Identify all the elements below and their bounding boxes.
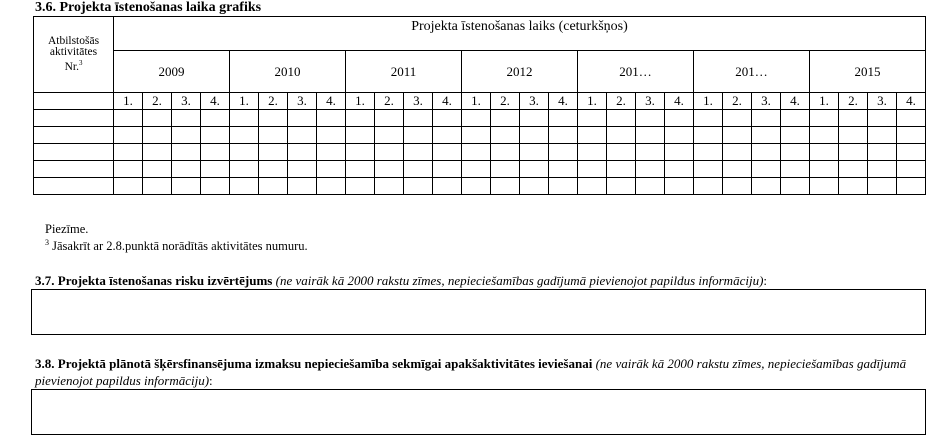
section-3-8-suffix: : xyxy=(209,373,213,388)
schedule-table xyxy=(33,16,926,195)
quarter-cell[interactable] xyxy=(694,161,723,178)
quarter-header: 1. xyxy=(114,93,143,110)
section-3-7-heading xyxy=(35,273,767,289)
quarter-cell[interactable] xyxy=(288,144,317,161)
quarter-cell[interactable] xyxy=(520,127,549,144)
quarter-header: 1. xyxy=(694,93,723,110)
quarter-cell[interactable] xyxy=(578,178,607,195)
quarter-cell[interactable] xyxy=(868,178,897,195)
quarter-cell[interactable] xyxy=(578,144,607,161)
quarter-cell[interactable] xyxy=(172,178,201,195)
schedule-row xyxy=(34,110,926,127)
quarter-cell[interactable] xyxy=(259,161,288,178)
quarter-cell[interactable] xyxy=(259,110,288,127)
footnote-text: Jāsakrīt ar 2.8.punktā norādītās aktivitātes numuru. xyxy=(49,239,308,254)
year-header: 2011 xyxy=(346,51,462,93)
quarter-cell[interactable] xyxy=(317,178,346,195)
year-header: 2015 xyxy=(810,51,926,93)
quarter-cell[interactable] xyxy=(839,161,868,178)
quarter-cell[interactable] xyxy=(462,161,491,178)
quarter-cell[interactable] xyxy=(201,110,230,127)
quarter-cell[interactable] xyxy=(317,110,346,127)
quarter-cell[interactable] xyxy=(259,144,288,161)
quarter-cell[interactable] xyxy=(491,144,520,161)
quarter-cell[interactable] xyxy=(230,178,259,195)
schedule-row xyxy=(34,127,926,144)
quarter-cell[interactable] xyxy=(491,110,520,127)
activity-header-line-1: Atbilstošās xyxy=(47,35,100,48)
quarter-cell[interactable] xyxy=(752,178,781,195)
quarter-cell[interactable] xyxy=(201,178,230,195)
note-label: Piezīme. xyxy=(45,222,89,236)
schedule-row xyxy=(34,144,926,161)
section-3-8-title: 3.8. Projektā plānotā šķērsfinansējuma izmaksu nepieciešamība sekmīgai apakšaktivitātes ieviešanai xyxy=(35,356,593,371)
year-header: 201… xyxy=(694,51,810,93)
quarter-row-label-cell xyxy=(34,93,114,110)
section-3-8-hint: (ne vairāk kā 2000 rakstu zīmes, nepieciešamības gadījumā pievienojot papildus informāciju) xyxy=(35,356,907,388)
quarter-header: 2. xyxy=(491,93,520,110)
quarter-cell[interactable] xyxy=(549,178,578,195)
quarter-cell[interactable] xyxy=(839,178,868,195)
quarter-cell[interactable] xyxy=(868,161,897,178)
quarter-cell[interactable] xyxy=(143,178,172,195)
quarter-cell[interactable] xyxy=(549,110,578,127)
quarter-cell[interactable] xyxy=(288,127,317,144)
quarter-cell[interactable] xyxy=(897,161,926,178)
quarter-cell[interactable] xyxy=(491,161,520,178)
schedule-table-body xyxy=(34,17,926,195)
activity-number-cell[interactable] xyxy=(34,178,114,195)
quarter-header: 3. xyxy=(868,93,897,110)
quarter-header: 1. xyxy=(462,93,491,110)
quarter-header: 4. xyxy=(317,93,346,110)
quarter-cell[interactable] xyxy=(781,110,810,127)
quarter-cell[interactable] xyxy=(433,110,462,127)
quarter-header: 4. xyxy=(201,93,230,110)
section-3-6-title: 3.6. Projekta īstenošanas laika grafiks xyxy=(35,0,262,15)
quarter-cell[interactable] xyxy=(636,161,665,178)
section-3-7-suffix: : xyxy=(763,273,768,288)
quarter-header: 2. xyxy=(259,93,288,110)
quarter-cell[interactable] xyxy=(607,127,636,144)
quarter-cell[interactable] xyxy=(346,161,375,178)
quarter-cell[interactable] xyxy=(172,127,201,144)
quarter-header: 2. xyxy=(723,93,752,110)
quarter-header: 3. xyxy=(752,93,781,110)
quarter-cell[interactable] xyxy=(810,127,839,144)
quarter-cell[interactable] xyxy=(317,127,346,144)
activity-number-cell[interactable] xyxy=(34,127,114,144)
quarter-cell[interactable] xyxy=(897,110,926,127)
quarter-cell[interactable] xyxy=(723,161,752,178)
activity-header-line-2: aktivitātes xyxy=(49,46,98,59)
section-3-7-title: 3.7. Projekta īstenošanas risku izvērtējums xyxy=(35,273,273,288)
quarter-header: 1. xyxy=(346,93,375,110)
quarter-cell[interactable] xyxy=(723,178,752,195)
quarter-cell[interactable] xyxy=(404,161,433,178)
quarter-cell[interactable] xyxy=(404,178,433,195)
quarter-cell[interactable] xyxy=(781,161,810,178)
quarter-cell[interactable] xyxy=(752,110,781,127)
quarter-cell[interactable] xyxy=(201,127,230,144)
quarter-cell[interactable] xyxy=(607,161,636,178)
quarter-cell[interactable] xyxy=(665,178,694,195)
cross-financing-field[interactable] xyxy=(31,389,926,435)
year-header: 2010 xyxy=(230,51,346,93)
quarter-header: 3. xyxy=(404,93,433,110)
activity-number-cell[interactable] xyxy=(34,144,114,161)
quarter-cell[interactable] xyxy=(839,144,868,161)
quarter-cell[interactable] xyxy=(346,127,375,144)
quarter-cell[interactable] xyxy=(578,161,607,178)
quarter-header: 4. xyxy=(897,93,926,110)
schedule-row xyxy=(34,161,926,178)
quarter-cell[interactable] xyxy=(317,144,346,161)
quarter-cell[interactable] xyxy=(433,144,462,161)
quarter-cell[interactable] xyxy=(868,144,897,161)
quarter-cell[interactable] xyxy=(636,178,665,195)
quarter-cell[interactable] xyxy=(143,127,172,144)
quarter-cell[interactable] xyxy=(230,110,259,127)
quarter-cell[interactable] xyxy=(375,144,404,161)
quarter-cell[interactable] xyxy=(549,144,578,161)
risk-assessment-field[interactable] xyxy=(31,289,926,335)
quarter-cell[interactable] xyxy=(259,178,288,195)
quarter-cell[interactable] xyxy=(839,110,868,127)
activity-header-line-3 xyxy=(34,58,113,73)
quarter-header: 2. xyxy=(375,93,404,110)
quarter-cell[interactable] xyxy=(839,127,868,144)
quarter-cell[interactable] xyxy=(491,127,520,144)
quarter-cell[interactable] xyxy=(230,161,259,178)
quarter-cell[interactable] xyxy=(897,144,926,161)
quarter-cell[interactable] xyxy=(375,127,404,144)
quarter-cell[interactable] xyxy=(114,127,143,144)
activity-number-cell[interactable] xyxy=(34,161,114,178)
quarter-cell[interactable] xyxy=(491,178,520,195)
activity-number-header xyxy=(34,17,114,93)
quarter-cell[interactable] xyxy=(781,144,810,161)
quarter-header: 3. xyxy=(288,93,317,110)
quarter-cell[interactable] xyxy=(694,110,723,127)
quarter-cell[interactable] xyxy=(462,178,491,195)
quarter-cell[interactable] xyxy=(636,127,665,144)
quarter-cell[interactable] xyxy=(143,144,172,161)
quarter-cell[interactable] xyxy=(375,110,404,127)
footnote-sup: 3 xyxy=(45,238,49,247)
quarter-cell[interactable] xyxy=(520,110,549,127)
quarter-cell[interactable] xyxy=(346,144,375,161)
quarter-cell[interactable] xyxy=(665,144,694,161)
quarter-cell[interactable] xyxy=(868,110,897,127)
quarter-cell[interactable] xyxy=(143,110,172,127)
quarter-cell[interactable] xyxy=(433,127,462,144)
quarter-cell[interactable] xyxy=(462,110,491,127)
quarter-cell[interactable] xyxy=(288,110,317,127)
quarter-cell[interactable] xyxy=(172,144,201,161)
quarter-cell[interactable] xyxy=(607,110,636,127)
quarter-cell[interactable] xyxy=(172,110,201,127)
quarter-header: 3. xyxy=(636,93,665,110)
quarter-header: 1. xyxy=(810,93,839,110)
quarter-header: 3. xyxy=(172,93,201,110)
quarter-cell[interactable] xyxy=(897,178,926,195)
quarter-header: 4. xyxy=(781,93,810,110)
section-3-8-heading xyxy=(35,355,915,389)
quarter-cell[interactable] xyxy=(462,144,491,161)
quarter-cell[interactable] xyxy=(810,178,839,195)
quarter-cell[interactable] xyxy=(752,144,781,161)
quarter-header: 2. xyxy=(839,93,868,110)
quarter-cell[interactable] xyxy=(346,110,375,127)
quarter-cell[interactable] xyxy=(781,178,810,195)
quarter-cell[interactable] xyxy=(114,144,143,161)
quarter-cell[interactable] xyxy=(114,178,143,195)
quarter-cell[interactable] xyxy=(578,110,607,127)
quarter-cell[interactable] xyxy=(143,161,172,178)
quarter-cell[interactable] xyxy=(462,127,491,144)
quarter-cell[interactable] xyxy=(636,144,665,161)
quarter-cell[interactable] xyxy=(259,127,288,144)
quarter-header: 4. xyxy=(549,93,578,110)
quarter-cell[interactable] xyxy=(520,161,549,178)
quarter-cell[interactable] xyxy=(810,110,839,127)
quarter-cell[interactable] xyxy=(665,127,694,144)
quarter-cell[interactable] xyxy=(781,127,810,144)
quarter-cell[interactable] xyxy=(433,161,462,178)
activity-number-cell[interactable] xyxy=(34,110,114,127)
quarter-cell[interactable] xyxy=(723,127,752,144)
quarter-cell[interactable] xyxy=(375,178,404,195)
years-row xyxy=(34,51,926,93)
quarter-cell[interactable] xyxy=(723,110,752,127)
quarter-cell[interactable] xyxy=(694,178,723,195)
quarter-cell[interactable] xyxy=(201,144,230,161)
activity-header-sup: 3 xyxy=(78,59,83,68)
quarter-cell[interactable] xyxy=(665,161,694,178)
quarter-cell[interactable] xyxy=(433,178,462,195)
quarter-cell[interactable] xyxy=(549,127,578,144)
quarter-header: 4. xyxy=(665,93,694,110)
quarter-cell[interactable] xyxy=(694,144,723,161)
year-header: 2012 xyxy=(462,51,578,93)
quarter-cell[interactable] xyxy=(752,161,781,178)
quarter-cell[interactable] xyxy=(810,144,839,161)
quarter-header: 2. xyxy=(143,93,172,110)
quarter-cell[interactable] xyxy=(288,178,317,195)
section-3-7-hint: (ne vairāk kā 2000 rakstu zīmes, nepieciešamības gadījumā pievienojot papildus informāciju) xyxy=(275,273,764,288)
quarter-cell[interactable] xyxy=(636,110,665,127)
quarters-row xyxy=(34,93,926,110)
quarter-header: 3. xyxy=(520,93,549,110)
quarter-cell[interactable] xyxy=(549,161,578,178)
quarter-cell[interactable] xyxy=(723,144,752,161)
quarters-period-header: Projekta īstenošanas laiks (ceturkšņos) xyxy=(114,17,926,51)
quarter-cell[interactable] xyxy=(694,127,723,144)
header-row-top xyxy=(34,17,926,51)
quarter-cell[interactable] xyxy=(520,178,549,195)
footnote xyxy=(45,238,308,254)
quarter-cell[interactable] xyxy=(752,127,781,144)
quarter-cell[interactable] xyxy=(607,144,636,161)
quarter-cell[interactable] xyxy=(230,144,259,161)
quarter-header: 1. xyxy=(230,93,259,110)
quarter-cell[interactable] xyxy=(288,161,317,178)
quarter-cell[interactable] xyxy=(665,110,694,127)
quarter-cell[interactable] xyxy=(404,127,433,144)
year-header: 2009 xyxy=(114,51,230,93)
quarter-cell[interactable] xyxy=(114,161,143,178)
quarter-cell[interactable] xyxy=(404,144,433,161)
quarter-cell[interactable] xyxy=(607,178,636,195)
activity-header-nr: Nr. xyxy=(64,60,79,73)
schedule-row xyxy=(34,178,926,195)
quarter-cell[interactable] xyxy=(897,127,926,144)
quarter-cell[interactable] xyxy=(201,161,230,178)
quarter-header: 2. xyxy=(607,93,636,110)
quarter-header: 4. xyxy=(433,93,462,110)
quarter-cell[interactable] xyxy=(578,127,607,144)
quarter-cell[interactable] xyxy=(520,144,549,161)
quarter-cell[interactable] xyxy=(868,127,897,144)
quarter-cell[interactable] xyxy=(172,161,201,178)
quarter-cell[interactable] xyxy=(375,161,404,178)
quarter-header: 1. xyxy=(578,93,607,110)
year-header: 201… xyxy=(578,51,694,93)
quarter-cell[interactable] xyxy=(810,161,839,178)
quarter-cell[interactable] xyxy=(404,110,433,127)
quarter-cell[interactable] xyxy=(346,178,375,195)
quarter-cell[interactable] xyxy=(114,110,143,127)
quarter-cell[interactable] xyxy=(230,127,259,144)
quarter-cell[interactable] xyxy=(317,161,346,178)
